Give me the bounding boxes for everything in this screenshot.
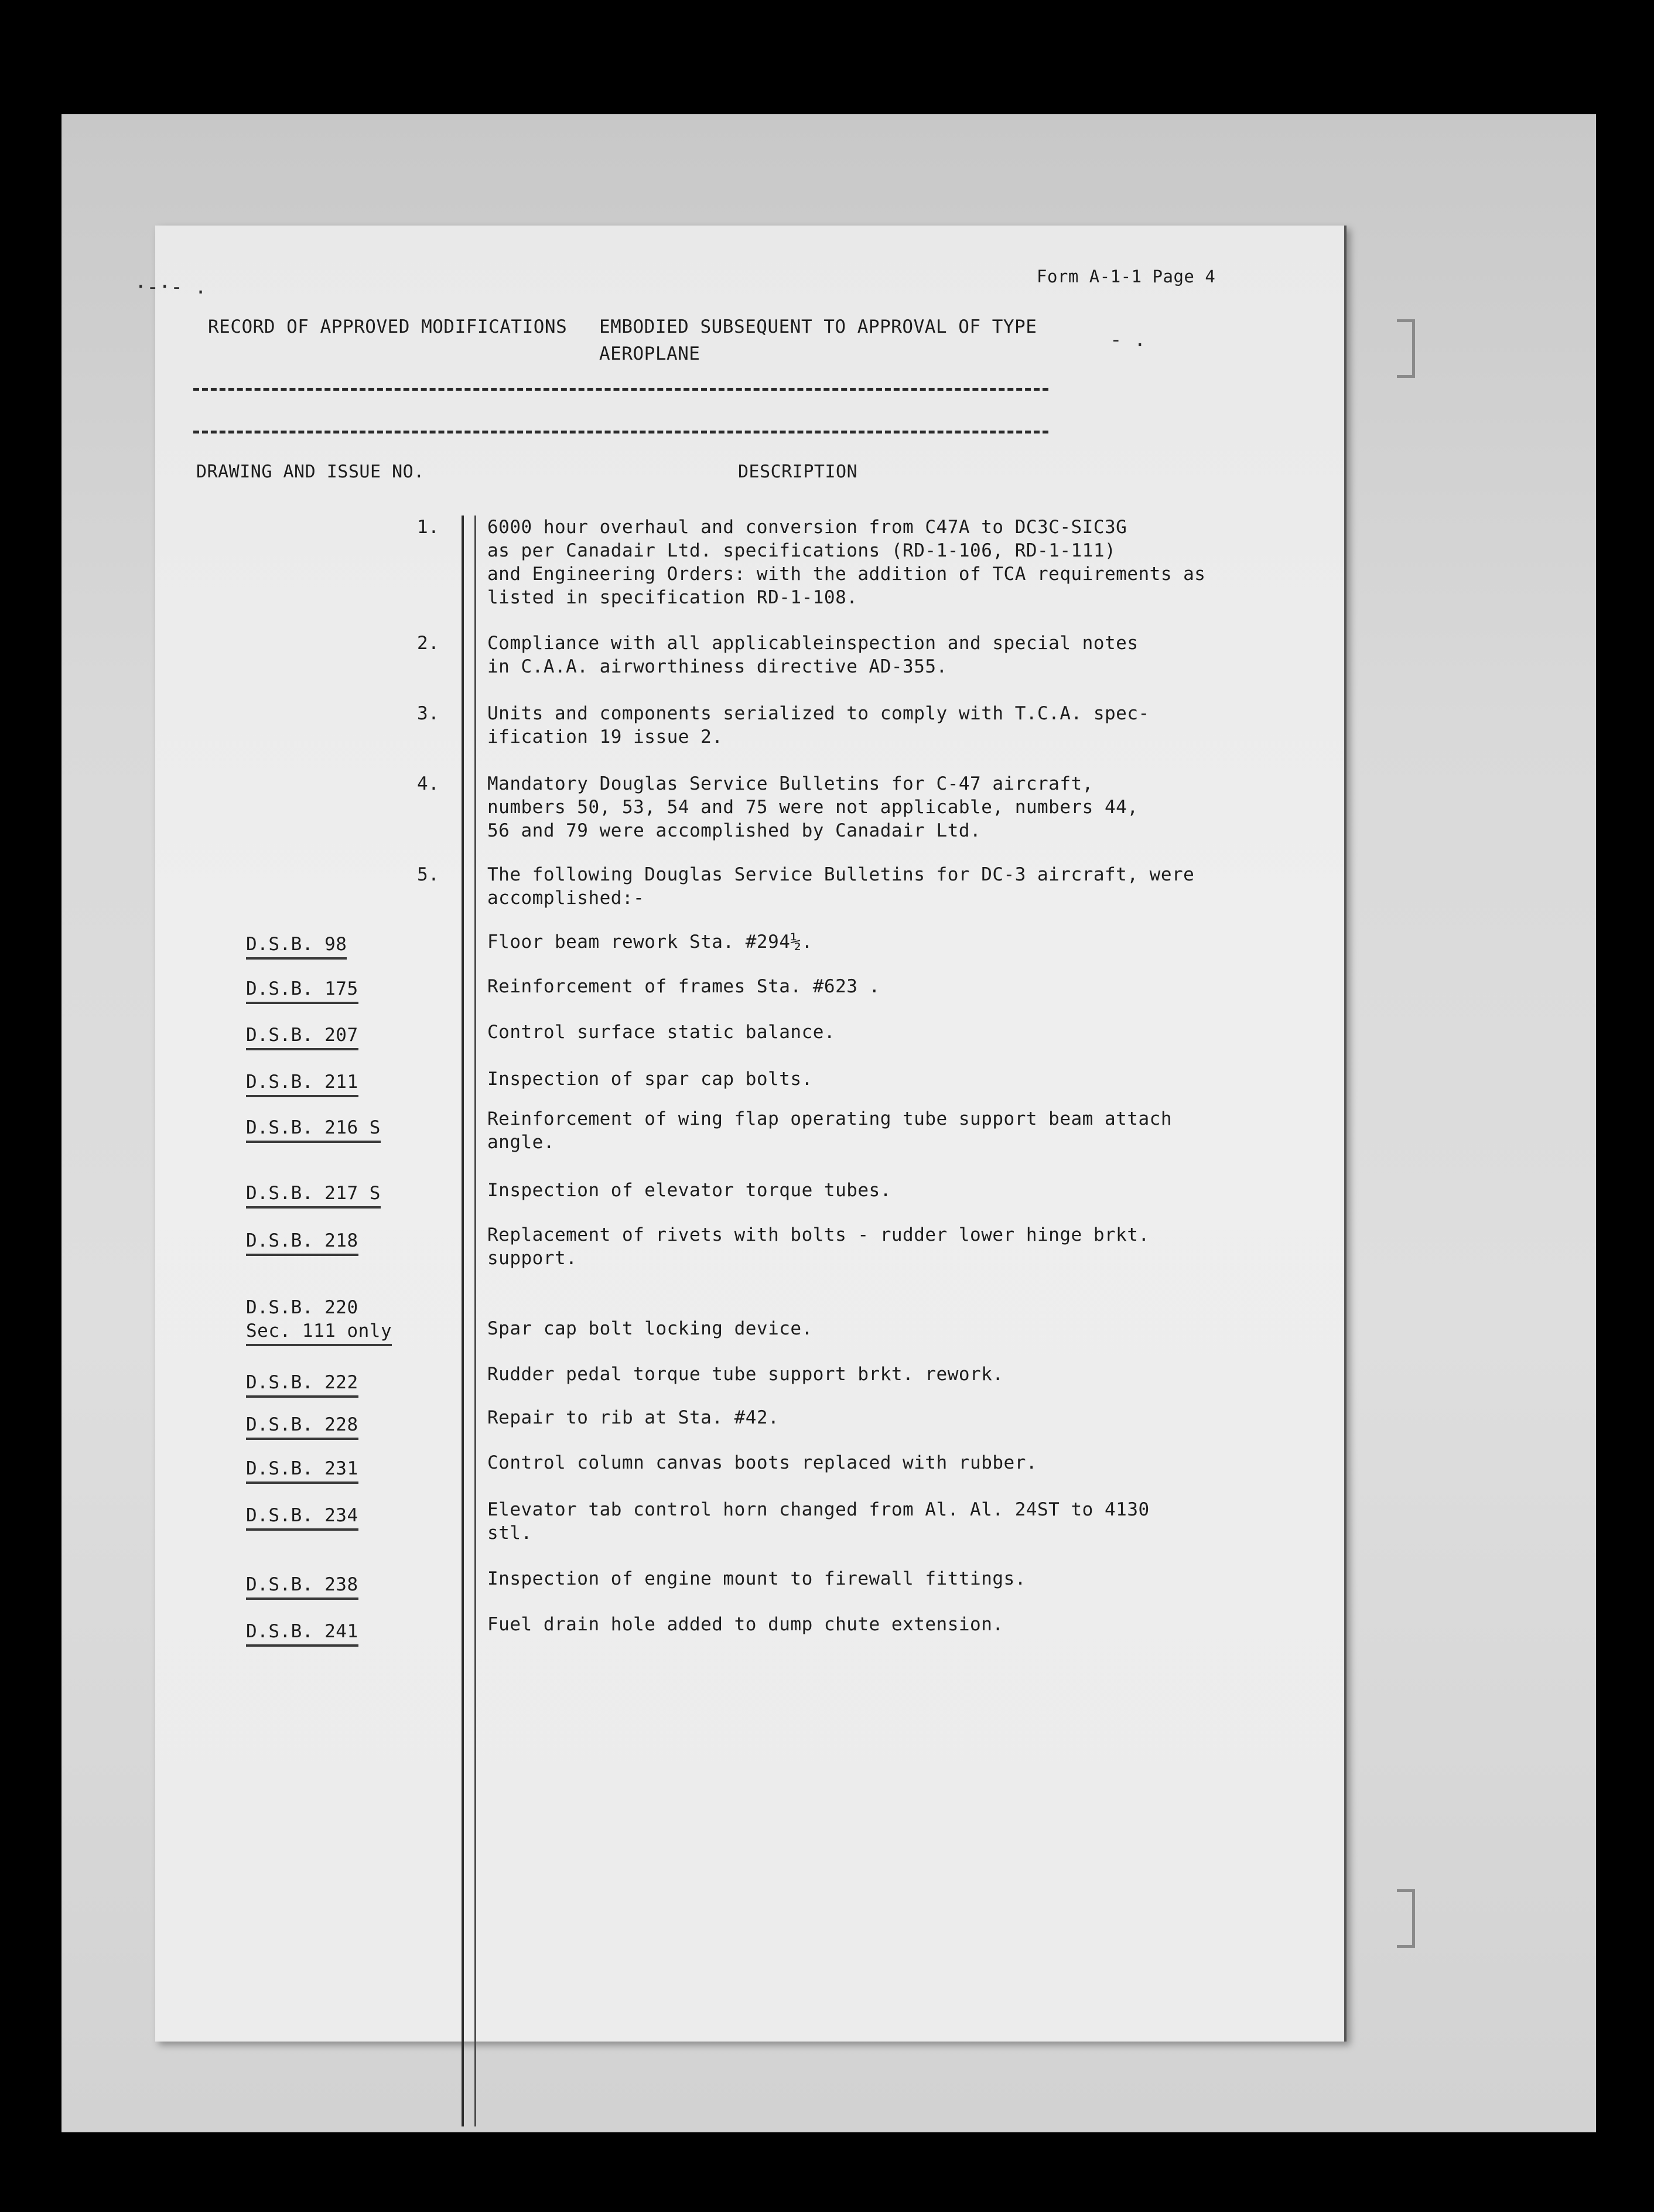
bulletin-desc: Repair to rib at Sta. #42. [487, 1407, 780, 1428]
item-line: listed in specification RD-1-108. [487, 587, 858, 608]
bulletin-ref: D.S.B. 98 [246, 933, 347, 960]
bulletin-ref: D.S.B. 231 [246, 1457, 358, 1484]
item-number: 1. [417, 517, 440, 538]
bulletin-ref: D.S.B. 218 [246, 1229, 358, 1256]
bulletin-ref: D.S.B. 175 [246, 977, 358, 1004]
item-line: Units and components serialized to comply with T.C.A. spec- [487, 703, 1150, 724]
registration-mark-bottom [1397, 1889, 1415, 1948]
item-number: 4. [417, 773, 440, 794]
form-reference: Form A-1-1 Page 4 [1037, 267, 1216, 286]
bulletin-desc: Reinforcement of frames Sta. #623 . [487, 976, 880, 997]
item-number: 3. [417, 703, 440, 724]
bulletin-desc: Floor beam rework Sta. #294½. [487, 931, 813, 953]
item-number: 2. [417, 633, 440, 654]
item-line: and Engineering Orders: with the addition of TCA requirements as [487, 564, 1206, 585]
bulletin-desc: Inspection of engine mount to firewall fittings. [487, 1568, 1026, 1589]
item-line: 6000 hour overhaul and conversion from C47A to DC3C-SIC3G [487, 517, 1127, 538]
bulletin-ref: D.S.B. 234 [246, 1504, 358, 1531]
bulletin-desc: angle. [487, 1132, 555, 1153]
ink-mark: ·-·- . [135, 275, 207, 299]
item-line: in C.A.A. airworthiness directive AD-355. [487, 656, 948, 677]
item-line: Mandatory Douglas Service Bulletins for C-47 aircraft, [487, 773, 1093, 794]
column-header-drawing-no: DRAWING AND ISSUE NO. [196, 462, 425, 482]
bulletin-ref: D.S.B. 211 [246, 1070, 358, 1097]
column-divider-inner [474, 516, 476, 2126]
item-line: Compliance with all applicableinspection and special notes [487, 633, 1139, 654]
header-rule-bottom [193, 431, 1048, 433]
ink-mark: - . [1110, 328, 1146, 351]
header-rule-top [193, 388, 1048, 391]
bulletin-desc: Inspection of elevator torque tubes. [487, 1180, 891, 1201]
bulletin-desc: Elevator tab control horn changed from Al. Al. 24ST to 4130 [487, 1499, 1150, 1520]
header-title-line2: AEROPLANE [599, 343, 700, 364]
bulletin-desc: stl. [487, 1523, 532, 1544]
bulletin-ref: D.S.B. 220 [246, 1297, 358, 1318]
header-title-right: EMBODIED SUBSEQUENT TO APPROVAL OF TYPE [599, 316, 1037, 337]
bulletin-desc: Control surface static balance. [487, 1022, 836, 1043]
item-line: numbers 50, 53, 54 and 75 were not applicable, numbers 44, [487, 797, 1139, 818]
item-line: as per Canadair Ltd. specifications (RD-1-106, RD-1-111) [487, 540, 1116, 561]
bulletin-desc: Control column canvas boots replaced with rubber. [487, 1452, 1038, 1473]
column-header-description: DESCRIPTION [738, 462, 858, 482]
bulletin-ref: D.S.B. 241 [246, 1620, 358, 1647]
bulletin-ref: D.S.B. 216 S [246, 1116, 381, 1143]
bulletin-desc: Reinforcement of wing flap operating tube support beam attach [487, 1108, 1172, 1129]
column-divider [462, 516, 464, 2126]
bulletin-desc: Replacement of rivets with bolts - rudder lower hinge brkt. [487, 1224, 1150, 1245]
bulletin-ref: D.S.B. 222 [246, 1371, 358, 1398]
header-title-left: RECORD OF APPROVED MODIFICATIONS [208, 316, 568, 337]
bulletin-desc: Spar cap bolt locking device. [487, 1318, 813, 1339]
bulletin-desc: Inspection of spar cap bolts. [487, 1069, 813, 1090]
item-line: ification 19 issue 2. [487, 726, 723, 747]
bulletin-ref: D.S.B. 207 [246, 1023, 358, 1050]
bulletin-desc: Fuel drain hole added to dump chute extension. [487, 1614, 1004, 1635]
bulletin-ref: D.S.B. 217 S [246, 1182, 381, 1209]
bulletin-desc: support. [487, 1248, 577, 1269]
bulletin-ref: D.S.B. 238 [246, 1573, 358, 1600]
item-line: accomplished:- [487, 887, 645, 909]
item-line: The following Douglas Service Bulletins for DC-3 aircraft, were [487, 864, 1195, 885]
item-number: 5. [417, 864, 440, 885]
registration-mark-top [1397, 319, 1415, 378]
bulletin-desc: Rudder pedal torque tube support brkt. rework. [487, 1364, 1004, 1385]
bulletin-ref: D.S.B. 228 [246, 1413, 358, 1440]
item-line: 56 and 79 were accomplished by Canadair Ltd. [487, 820, 982, 841]
bulletin-ref-section: Sec. 111 only [246, 1319, 392, 1346]
